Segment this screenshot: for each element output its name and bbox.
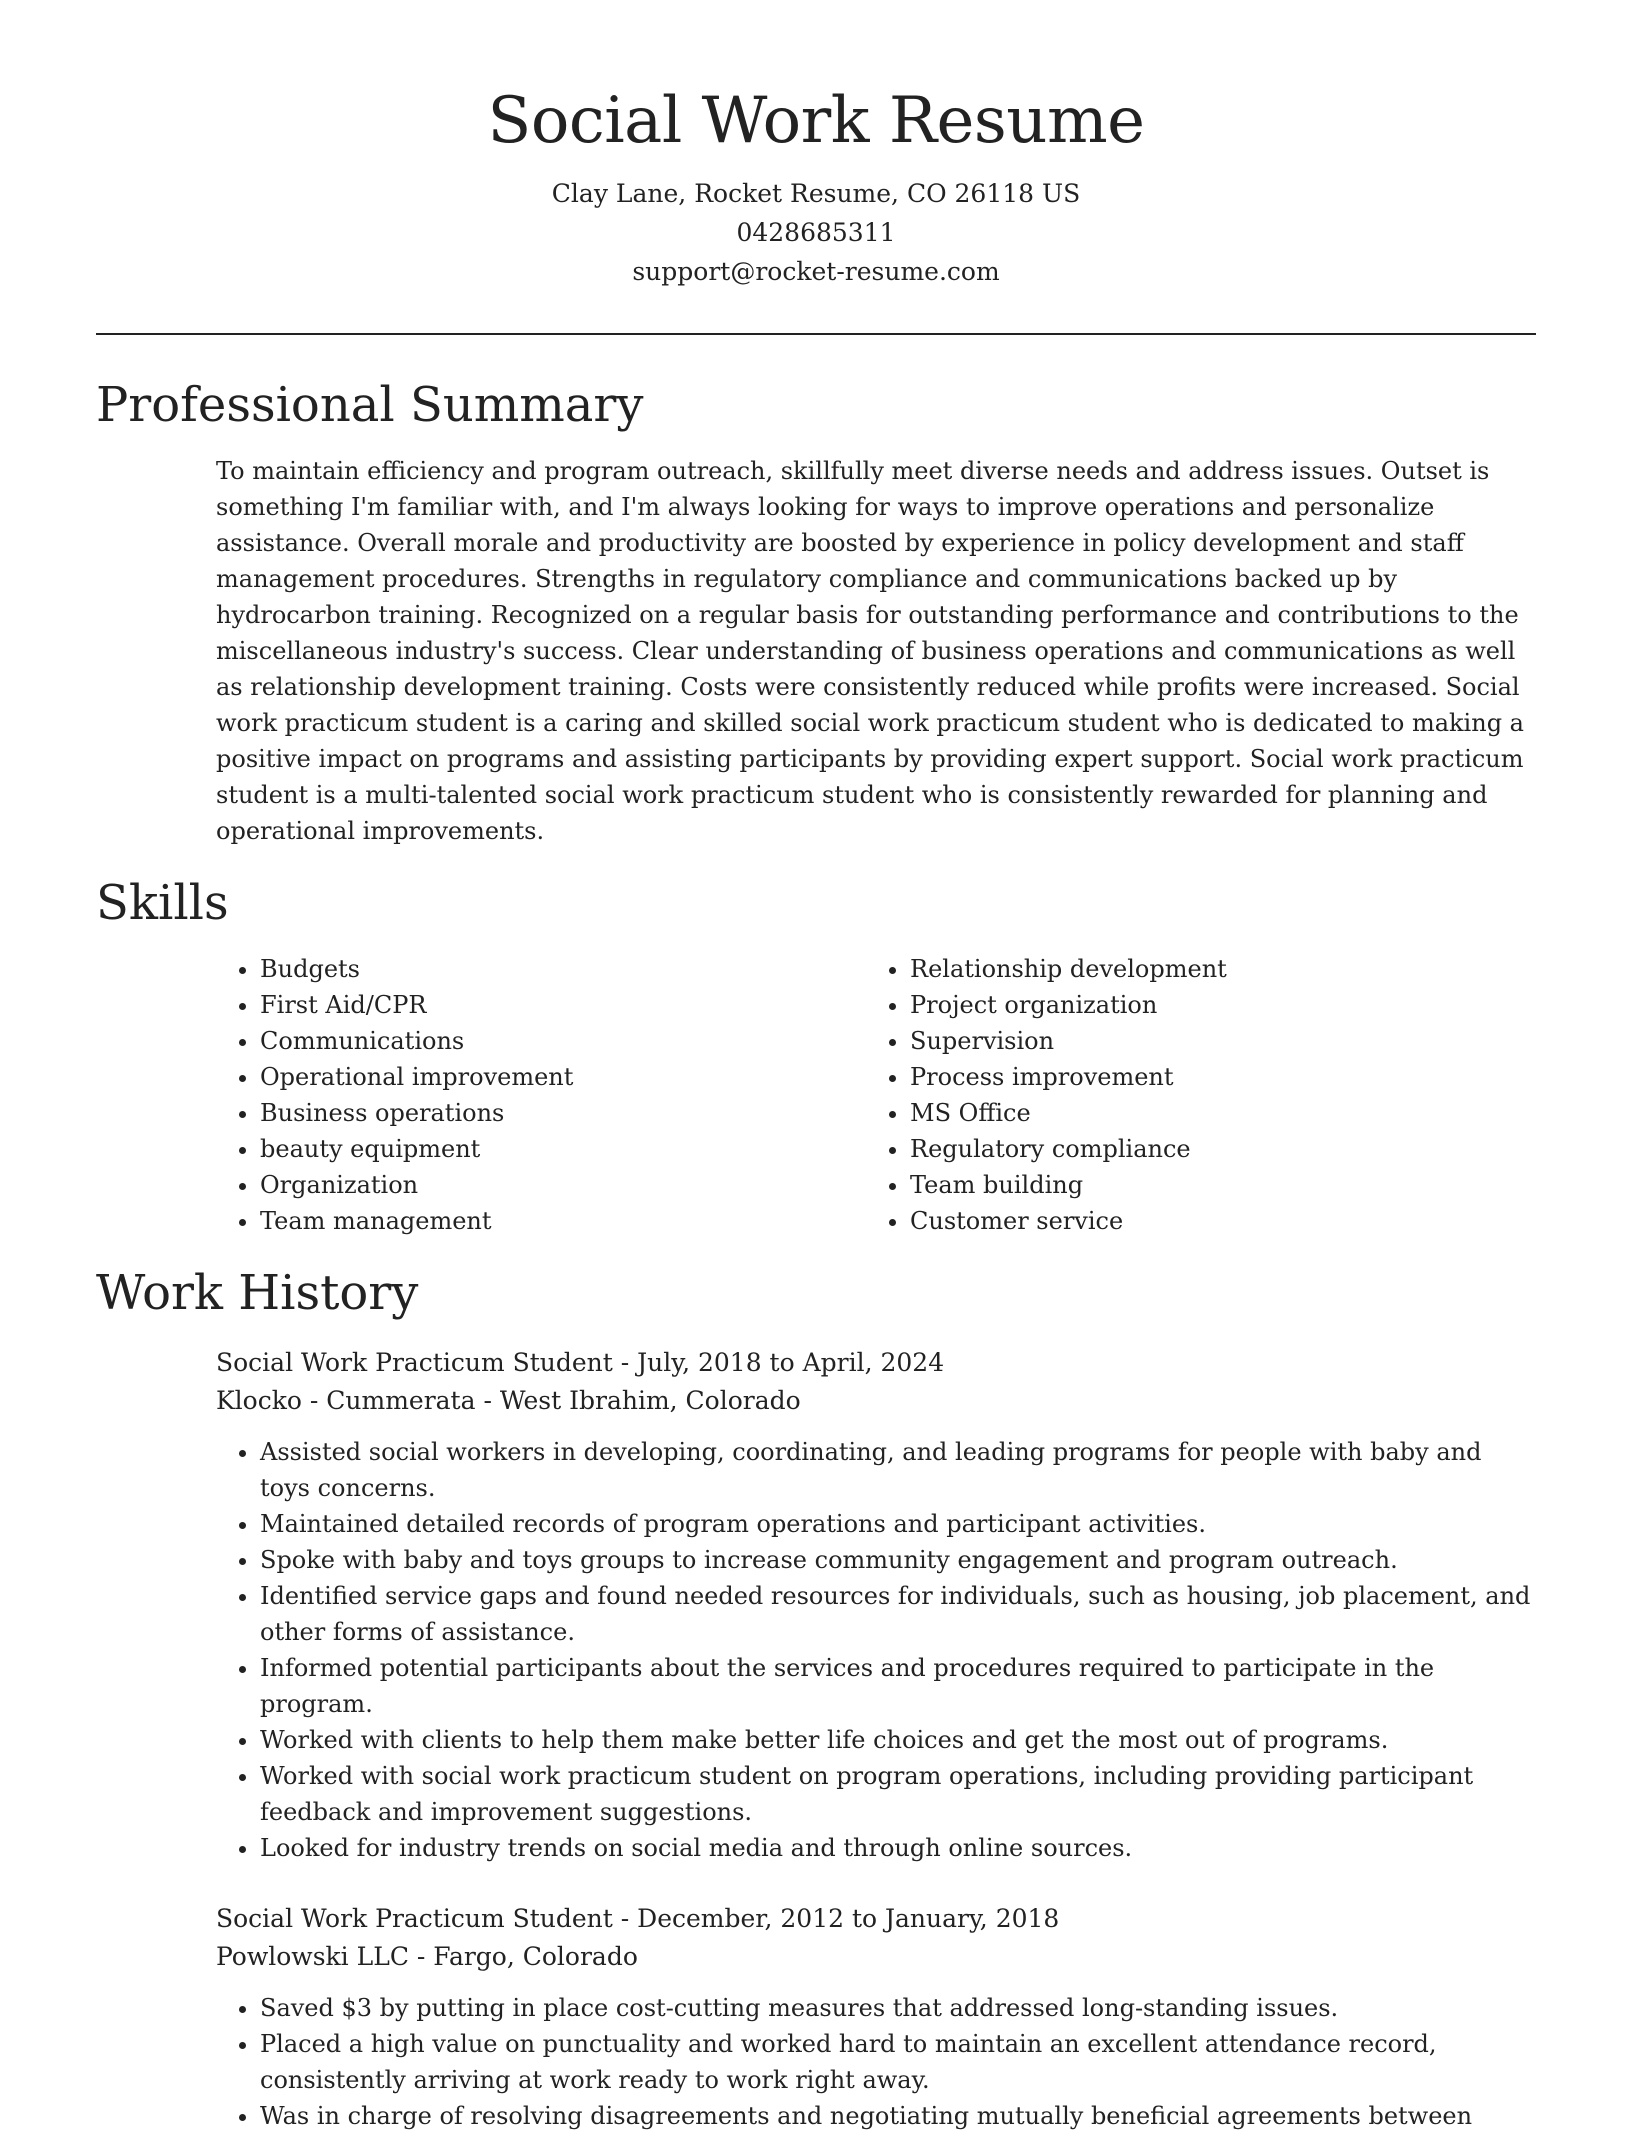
skill-item: • Customer service	[910, 1203, 1516, 1239]
skill-item: • Supervision	[910, 1023, 1516, 1059]
contact-info	[96, 174, 1536, 291]
job-bullet: • Placed a high value on punctuality and worked hard to maintain an excellent attendance record, consistently arriving at work ready to work right away.	[260, 2026, 1536, 2098]
skill-item: • MS Office	[910, 1095, 1516, 1131]
job-bullet: • Maintained detailed records of program operations and participant activities.	[260, 1506, 1536, 1542]
section-title-skills: Skills	[96, 874, 229, 931]
skill-item: • Team building	[910, 1167, 1516, 1203]
skill-item: • Team management	[260, 1203, 866, 1239]
skills-column-left	[216, 951, 866, 1239]
skill-item: • Organization	[260, 1167, 866, 1203]
job-bullet: • Assisted social workers in developing, coordinating, and leading programs for people with baby and toys concerns.	[260, 1434, 1536, 1506]
summary-text: To maintain efficiency and program outreach, skillfully meet diverse needs and address issues. Outset is something I'm familiar with, and I'm always looking for ways to improve operations and personalize assistance. Overall morale and productivity are boosted by experience in policy development and staff management procedures. Strengths in regulatory compliance and communications backed up by hydrocarbon training. Recognized on a regular basis for outstanding performance and contributions to the miscellaneous industry's success. Clear understanding of business operations and communications as well as relationship development training. Costs were consistently reduced while profits were increased. Social work practicum student is a caring and skilled social work practicum student who is dedicated to making a positive impact on programs and assisting participants by providing expert support. Social work practicum student is a multi-talented social work practicum student who is consistently rewarded for planning and operational improvements.	[216, 456, 1524, 845]
job-title-dates: Social Work Practicum Student - July, 2018 to April, 2024	[216, 1348, 945, 1378]
skill-item: • beauty equipment	[260, 1131, 866, 1167]
section-title-work-history: Work History	[96, 1264, 419, 1321]
job-bullet: • Identified service gaps and found needed resources for individuals, such as housing, job placement, and other forms of assistance.	[260, 1578, 1536, 1650]
email: support@rocket-resume.com	[632, 257, 1000, 287]
resume-title: Social Work Resume	[487, 84, 1145, 158]
job-bullet: • Worked with social work practicum student on program operations, including providing participant feedback and improvement suggestions.	[260, 1758, 1536, 1830]
job-bullet: • Spoke with baby and toys groups to increase community engagement and program outreach.	[260, 1542, 1536, 1578]
job-employer-location: Powlowski LLC - Fargo, Colorado	[216, 1942, 638, 1972]
skill-item: • Regulatory compliance	[910, 1131, 1516, 1167]
job-bullet: • Was in charge of resolving disagreements and negotiating mutually beneficial agreements between	[260, 2098, 1536, 2134]
job-employer-location: Klocko - Cummerata - West Ibrahim, Colorado	[216, 1386, 801, 1416]
section-title-summary: Professional Summary	[96, 377, 644, 434]
skills-column-right	[866, 951, 1516, 1239]
job-bullets	[216, 1990, 1536, 2134]
skill-item: • Project organization	[910, 987, 1516, 1023]
skill-item: • Communications	[260, 1023, 866, 1059]
skill-item: • Operational improvement	[260, 1059, 866, 1095]
job-bullets	[216, 1434, 1536, 1866]
skills-list	[216, 951, 1536, 1239]
job-bullet: • Informed potential participants about the services and procedures required to participate in the program.	[260, 1650, 1536, 1722]
address: Clay Lane, Rocket Resume, CO 26118 US	[551, 179, 1081, 209]
job-title-dates: Social Work Practicum Student - December, 2012 to January, 2018	[216, 1904, 1060, 1934]
job-bullet: • Looked for industry trends on social media and through online sources.	[260, 1830, 1536, 1866]
skill-item: • Business operations	[260, 1095, 866, 1131]
job-bullet: • Saved $3 by putting in place cost-cutting measures that addressed long-standing issues.	[260, 1990, 1536, 2026]
header-divider	[96, 333, 1536, 335]
job-entry	[216, 1344, 1536, 1866]
job-bullet: • Worked with clients to help them make better life choices and get the most out of programs.	[260, 1722, 1536, 1758]
skill-item: • First Aid/CPR	[260, 987, 866, 1023]
phone: 0428685311	[736, 218, 896, 248]
skill-item: • Process improvement	[910, 1059, 1516, 1095]
job-entry	[216, 1900, 1536, 2134]
resume-header	[96, 0, 1536, 291]
skill-item: • Relationship development	[910, 951, 1516, 987]
skill-item: • Budgets	[260, 951, 866, 987]
